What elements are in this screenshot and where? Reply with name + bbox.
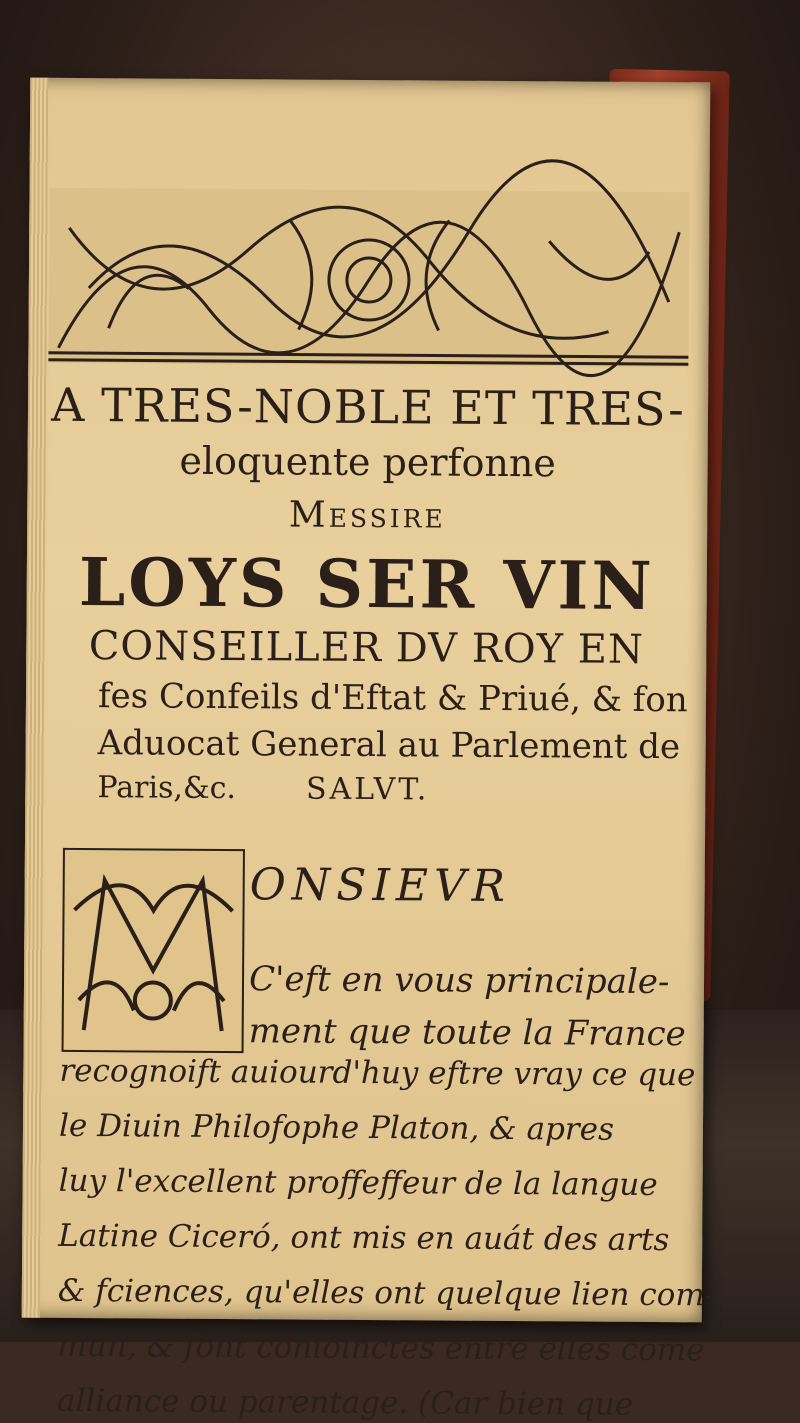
salutation: ONSIEVR	[249, 859, 512, 913]
dedication-line-6: fes Confeils d'Eftat & Priué, & fon	[97, 676, 688, 721]
dedication-line-3: Messire	[288, 494, 446, 537]
body-line-5: luy l'excellent proffeffeur de la langue	[58, 1162, 658, 1204]
body-line-2: ment que toute la France	[248, 1011, 686, 1055]
dedication-place: Paris,&c.	[97, 770, 237, 807]
body-line-4: le Diuin Philofophe Platon, & apres	[58, 1107, 615, 1148]
dedication-line-8	[97, 770, 697, 809]
body-line-6: Latine Ciceró, ont mis en auát des arts	[58, 1217, 670, 1259]
dedication-line-2: eloquente perfonne	[179, 438, 557, 486]
book-page	[22, 78, 716, 1423]
body-line-3: recognoift auiourd'huy eftre vray ce que	[59, 1052, 696, 1094]
dedication-salut: SALVT.	[305, 771, 430, 808]
ornamental-initial-m-icon	[62, 848, 245, 1053]
dedication-line-1: A TRES-NOBLE ET TRES-	[51, 377, 685, 437]
dedication-line-7: Aduocat General au Parlement de	[97, 723, 681, 768]
body-line-1: C'eft en vous principale-	[248, 959, 670, 1003]
body-line-9: alliance ou parentage. (Car bien que	[56, 1382, 634, 1423]
body-line-7: & fciences, qu'elles ont quelque lien com-	[57, 1272, 716, 1314]
ornamental-headpiece-icon	[48, 188, 689, 367]
dedication-line-5: CONSEILLER DV ROY EN	[88, 623, 645, 673]
dedication-name: LOYS SER VIN	[78, 542, 655, 626]
body-line-8: mun, & font conioinctes entre elles côme	[57, 1327, 705, 1369]
